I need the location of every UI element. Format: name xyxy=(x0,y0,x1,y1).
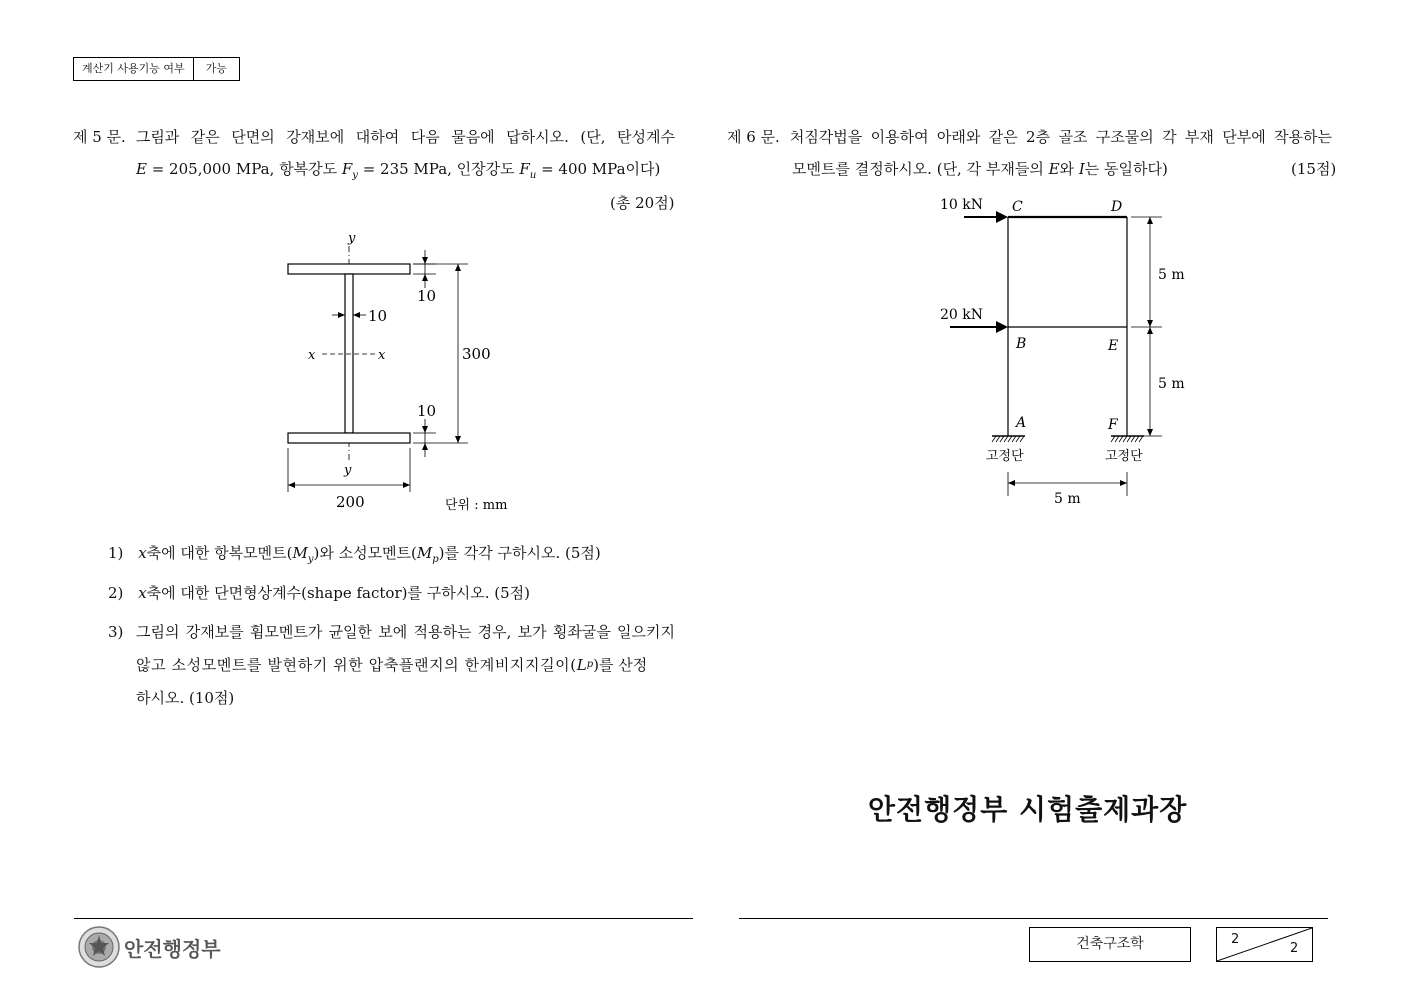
footer-rule-right xyxy=(739,918,1328,919)
ministry-logo xyxy=(78,926,221,968)
load-mid-arrow xyxy=(996,321,1008,333)
dim-span: 5 m xyxy=(1054,491,1081,507)
q6-points: (15점) xyxy=(1291,160,1337,178)
emblem-icon xyxy=(78,926,120,968)
q6-number: 제 6 문. xyxy=(727,128,780,146)
calculator-value: 가능 xyxy=(193,58,239,80)
load-mid-label: 20 kN xyxy=(940,307,983,323)
total-pages: 2 xyxy=(1290,941,1299,956)
q6-line2: 모멘트를 결정하시오. (단, 각 부재들의 E와 I는 동일하다) xyxy=(792,160,1168,178)
dim-web: 10 xyxy=(368,307,388,325)
y-axis-label-top: y xyxy=(348,231,356,246)
exam-authority-title: 안전행정부 시험출제과장 xyxy=(868,793,1188,826)
q5-text1: 그림과 같은 단면의 강재보에 대하여 다음 물음에 답하시오. (단, 탄성계수 xyxy=(135,128,675,146)
support-left-label: 고정단 xyxy=(986,449,1024,464)
q5-sub3-line3: 하시오. (10점) xyxy=(136,689,235,707)
bottom-flange xyxy=(288,433,410,443)
unit-label: 단위 : mm xyxy=(445,498,508,513)
dim-height: 300 xyxy=(462,345,491,363)
support-right-label: 고정단 xyxy=(1105,449,1143,464)
q6-text1: 처짐각법을 이용하여 아래와 같은 2층 골조 구조물의 각 부재 단부에 작용하는 xyxy=(789,128,1332,146)
fixed-support-left xyxy=(992,436,1025,442)
load-top-label: 10 kN xyxy=(940,197,983,213)
frame-structure-diagram xyxy=(930,190,1200,520)
q5-number: 제 5 문. xyxy=(73,128,126,146)
web xyxy=(345,274,353,433)
q5-line2: E = 205,000 MPa, 항복강도 $F_y = 235$ MPa, 인장강도 $F_u = 400$ MPa이다) xyxy=(136,160,661,181)
y-axis-label-bottom: y xyxy=(344,463,352,478)
subject-box: 건축구조학 xyxy=(1029,927,1191,962)
fixed-support-right xyxy=(1111,436,1144,442)
q5-sub1: 1) x축에 대한 항복모멘트$(M_y)$와 소성모멘트$(M_p)$를 각각 구하시오. (5점) xyxy=(108,544,601,565)
q5-line1 xyxy=(73,127,675,147)
load-top-arrow xyxy=(996,211,1008,223)
ibeam-section-diagram xyxy=(270,226,530,522)
node-D: D xyxy=(1111,199,1123,215)
node-F: F xyxy=(1108,417,1118,433)
current-page: 2 xyxy=(1231,932,1240,947)
q5-points: (총 20점) xyxy=(610,194,675,212)
dim-width: 200 xyxy=(336,493,365,511)
dim-lower-story: 5 m xyxy=(1158,376,1185,392)
dim-bottom-flange: 10 xyxy=(417,402,437,420)
logo-text: 안전행정부 xyxy=(124,936,221,961)
node-E: E xyxy=(1108,338,1119,354)
q5-sub3-num: 3) xyxy=(108,623,124,641)
dim-upper-story: 5 m xyxy=(1158,267,1185,283)
x-axis-label-left: x xyxy=(308,348,316,363)
calculator-label: 계산기 사용기능 여부 xyxy=(82,62,185,75)
calculator-usage-box xyxy=(73,57,240,81)
top-flange xyxy=(288,264,410,274)
q5-sub3-line1: 그림의 강재보를 휨모멘트가 균일한 보에 적용하는 경우, 보가 횡좌굴을 일으키지 xyxy=(136,623,675,641)
q6-line1 xyxy=(727,127,1332,147)
node-B: B xyxy=(1016,336,1027,352)
q5-sub2: 2) x축에 대한 단면형상계수(shape factor)를 구하시오. (5점) xyxy=(108,584,530,602)
q5-sub3-line2: 않고 소성모멘트를 발현하기 위한 압축플랜지의 한계비지지길이( L p )를 산정 xyxy=(136,656,648,674)
page-number-box xyxy=(1216,927,1313,962)
footer-rule-left xyxy=(74,918,693,919)
node-C: C xyxy=(1012,199,1023,215)
dim-top-flange: 10 xyxy=(417,287,437,305)
x-axis-label-right: x xyxy=(378,348,386,363)
node-A: A xyxy=(1016,415,1027,431)
